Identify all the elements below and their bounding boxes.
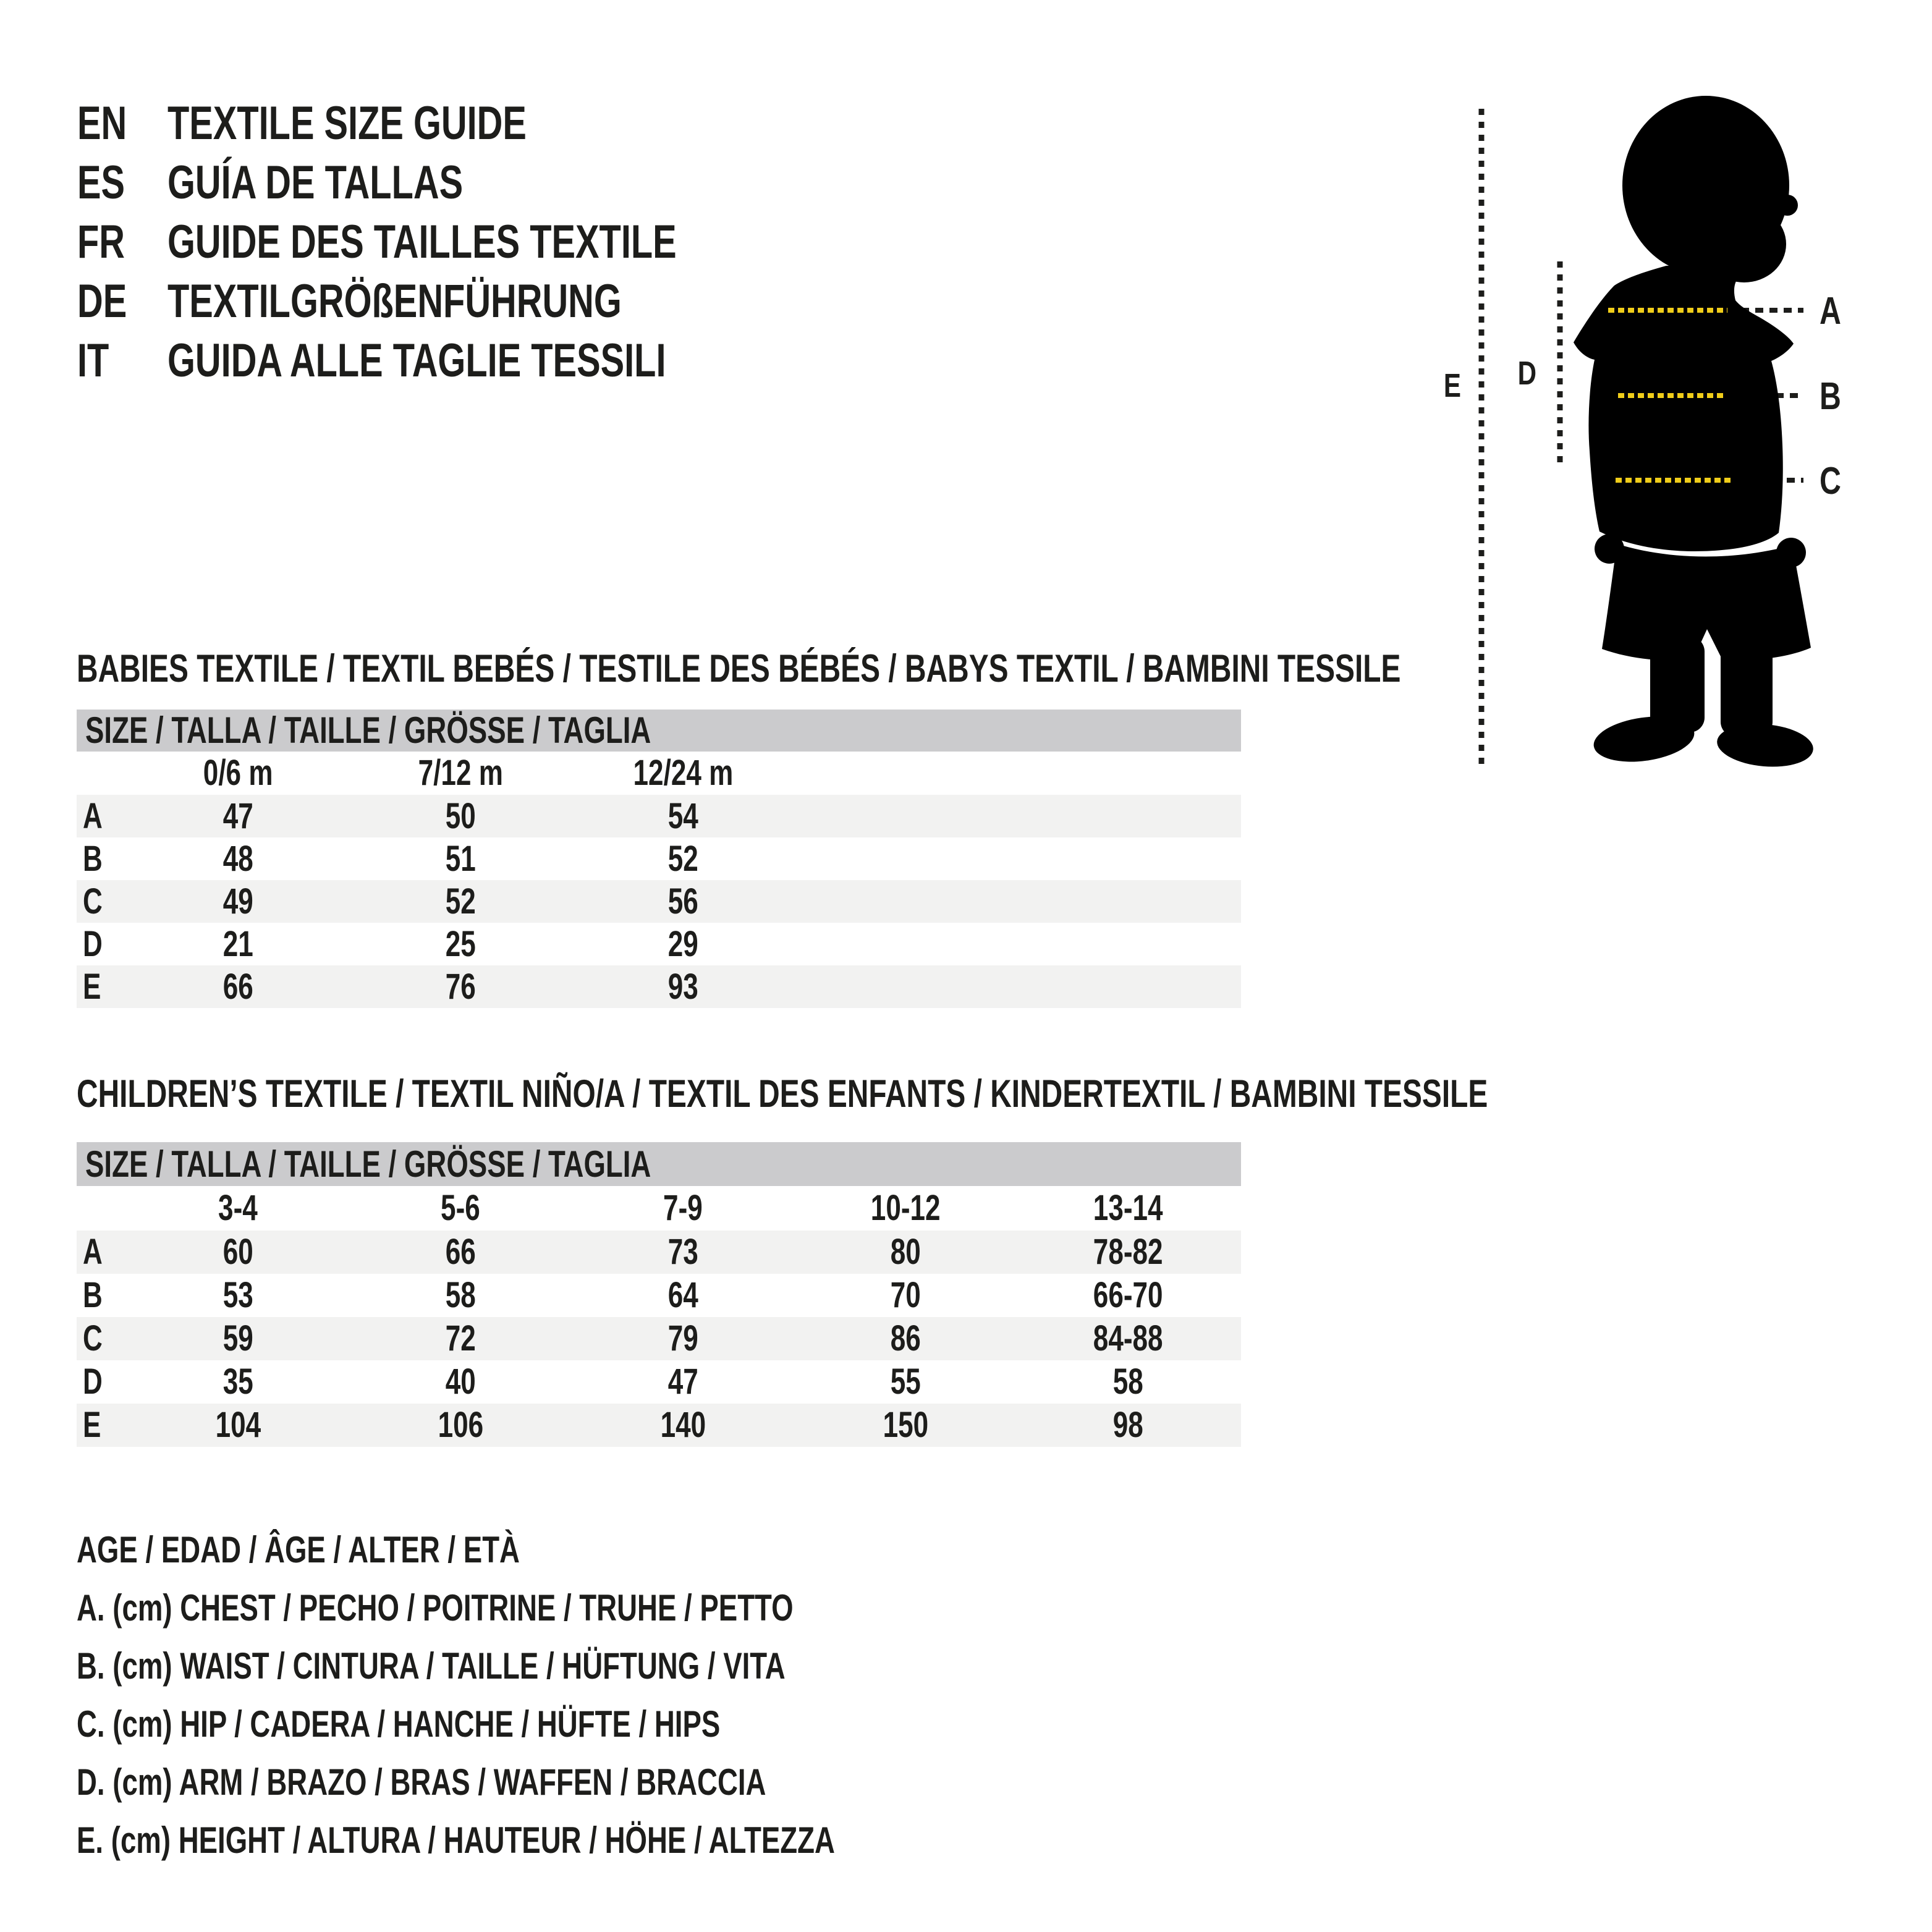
table-cell: 76 xyxy=(445,967,476,1007)
table-cell: 35 xyxy=(222,1362,253,1402)
table-cell: 150 xyxy=(883,1405,928,1445)
table-cell: 73 xyxy=(667,1232,698,1272)
table-cell: 66-70 xyxy=(1093,1275,1163,1315)
babies-row-b xyxy=(77,837,1241,880)
language-code: DE xyxy=(77,275,127,328)
arm-label: D xyxy=(1517,355,1536,392)
legend-age: AGE / EDAD / ÂGE / ALTER / ETÀ xyxy=(77,1529,520,1570)
chest-label: A xyxy=(1820,289,1841,333)
table-cell: 72 xyxy=(445,1318,476,1358)
language-title: GUIDE DES TAILLES TEXTILE xyxy=(167,216,677,268)
table-cell: 98 xyxy=(1112,1405,1143,1445)
table-cell: 51 xyxy=(445,839,476,879)
children-size-header-bar xyxy=(77,1142,1241,1186)
babies-row-a xyxy=(77,795,1241,837)
row-label: E xyxy=(83,1405,101,1445)
row-label: B xyxy=(83,839,103,879)
language-code: EN xyxy=(77,97,127,150)
measurement-diagram xyxy=(1409,87,1932,803)
table-cell: 50 xyxy=(445,796,476,836)
children-row-b xyxy=(77,1274,1241,1317)
row-label: A xyxy=(83,796,103,836)
children-col-header: 7-9 xyxy=(663,1188,703,1228)
table-cell: 49 xyxy=(222,881,253,922)
babies-row-d xyxy=(77,923,1241,965)
table-cell: 59 xyxy=(222,1318,253,1358)
table-cell: 93 xyxy=(667,967,698,1007)
language-title: GUIDA ALLE TAGLIE TESSILI xyxy=(167,334,666,387)
children-col-header: 13-14 xyxy=(1093,1188,1163,1228)
table-cell: 52 xyxy=(445,881,476,922)
table-cell: 47 xyxy=(667,1362,698,1402)
children-column-headers xyxy=(77,1187,1241,1229)
height-label: E xyxy=(1443,367,1461,405)
table-cell: 29 xyxy=(667,924,698,964)
table-cell: 79 xyxy=(667,1318,698,1358)
language-code: IT xyxy=(77,334,109,387)
legend-chest: A. (cm) CHEST / PECHO / POITRINE / TRUHE / PETTO xyxy=(77,1587,794,1629)
row-label: C xyxy=(83,1318,103,1358)
table-cell: 56 xyxy=(667,881,698,922)
children-col-header: 5-6 xyxy=(441,1188,480,1228)
table-cell: 21 xyxy=(222,924,253,964)
babies-size-header-bar xyxy=(77,710,1241,752)
table-cell: 70 xyxy=(890,1275,921,1315)
table-cell: 64 xyxy=(667,1275,698,1315)
children-col-header: 10-12 xyxy=(870,1188,941,1228)
row-label: D xyxy=(83,924,103,964)
row-label: B xyxy=(83,1275,103,1315)
children-row-d xyxy=(77,1360,1241,1404)
language-title: TEXTILGRÖßENFÜHRUNG xyxy=(167,275,622,328)
table-cell: 53 xyxy=(222,1275,253,1315)
row-label: E xyxy=(83,967,101,1007)
language-code: ES xyxy=(77,156,125,209)
babies-size-header-label: SIZE / TALLA / TAILLE / GRÖSSE / TAGLIA xyxy=(85,710,651,751)
table-cell: 86 xyxy=(890,1318,921,1358)
babies-row-e xyxy=(77,965,1241,1008)
children-row-e xyxy=(77,1404,1241,1447)
babies-row-c xyxy=(77,880,1241,923)
table-cell: 54 xyxy=(667,796,698,836)
row-label: A xyxy=(83,1232,103,1272)
legend-waist: B. (cm) WAIST / CINTURA / TAILLE / HÜFTUNG / VITA xyxy=(77,1645,786,1687)
children-col-header: 3-4 xyxy=(218,1188,258,1228)
table-cell: 66 xyxy=(445,1232,476,1272)
table-cell: 106 xyxy=(438,1405,483,1445)
table-cell: 25 xyxy=(445,924,476,964)
table-cell: 80 xyxy=(890,1232,921,1272)
babies-col-header: 0/6 m xyxy=(203,753,273,793)
babies-col-header: 12/24 m xyxy=(633,753,733,793)
table-cell: 58 xyxy=(1112,1362,1143,1402)
legend-height: E. (cm) HEIGHT / ALTURA / HAUTEUR / HÖHE / ALTEZZA xyxy=(77,1820,835,1861)
children-row-a xyxy=(77,1231,1241,1274)
babies-col-header: 7/12 m xyxy=(418,753,503,793)
table-cell: 40 xyxy=(445,1362,476,1402)
table-cell: 52 xyxy=(667,839,698,879)
legend-hip: C. (cm) HIP / CADERA / HANCHE / HÜFTE / HIPS xyxy=(77,1703,721,1745)
row-label: D xyxy=(83,1362,103,1402)
table-cell: 78-82 xyxy=(1093,1232,1163,1272)
babies-section-title: BABIES TEXTILE / TEXTIL BEBÉS / TESTILE DES BÉBÉS / BABYS TEXTIL / BAMBINI TESSILE xyxy=(77,647,1401,690)
babies-column-headers xyxy=(77,753,1241,794)
language-code: FR xyxy=(77,216,125,268)
language-title: GUÍA DE TALLAS xyxy=(167,156,464,209)
table-cell: 140 xyxy=(660,1405,706,1445)
language-title: TEXTILE SIZE GUIDE xyxy=(167,97,527,150)
measurement-legend xyxy=(77,1521,1074,1870)
table-cell: 60 xyxy=(222,1232,253,1272)
table-cell: 48 xyxy=(222,839,253,879)
waist-label: B xyxy=(1820,375,1841,418)
children-section-title: CHILDREN’S TEXTILE / TEXTIL NIÑO/A / TEXTIL DES ENFANTS / KINDERTEXTIL / BAMBINI TESSILE xyxy=(77,1072,1488,1116)
legend-arm: D. (cm) ARM / BRAZO / BRAS / WAFFEN / BRACCIA xyxy=(77,1761,766,1803)
table-cell: 84-88 xyxy=(1093,1318,1163,1358)
hip-label: C xyxy=(1820,459,1841,502)
table-cell: 104 xyxy=(215,1405,261,1445)
table-cell: 58 xyxy=(445,1275,476,1315)
table-cell: 55 xyxy=(890,1362,921,1402)
children-size-header-label: SIZE / TALLA / TAILLE / GRÖSSE / TAGLIA xyxy=(85,1143,651,1185)
table-cell: 66 xyxy=(222,967,253,1007)
table-cell: 47 xyxy=(222,796,253,836)
row-label: C xyxy=(83,881,103,922)
children-row-c xyxy=(77,1317,1241,1360)
